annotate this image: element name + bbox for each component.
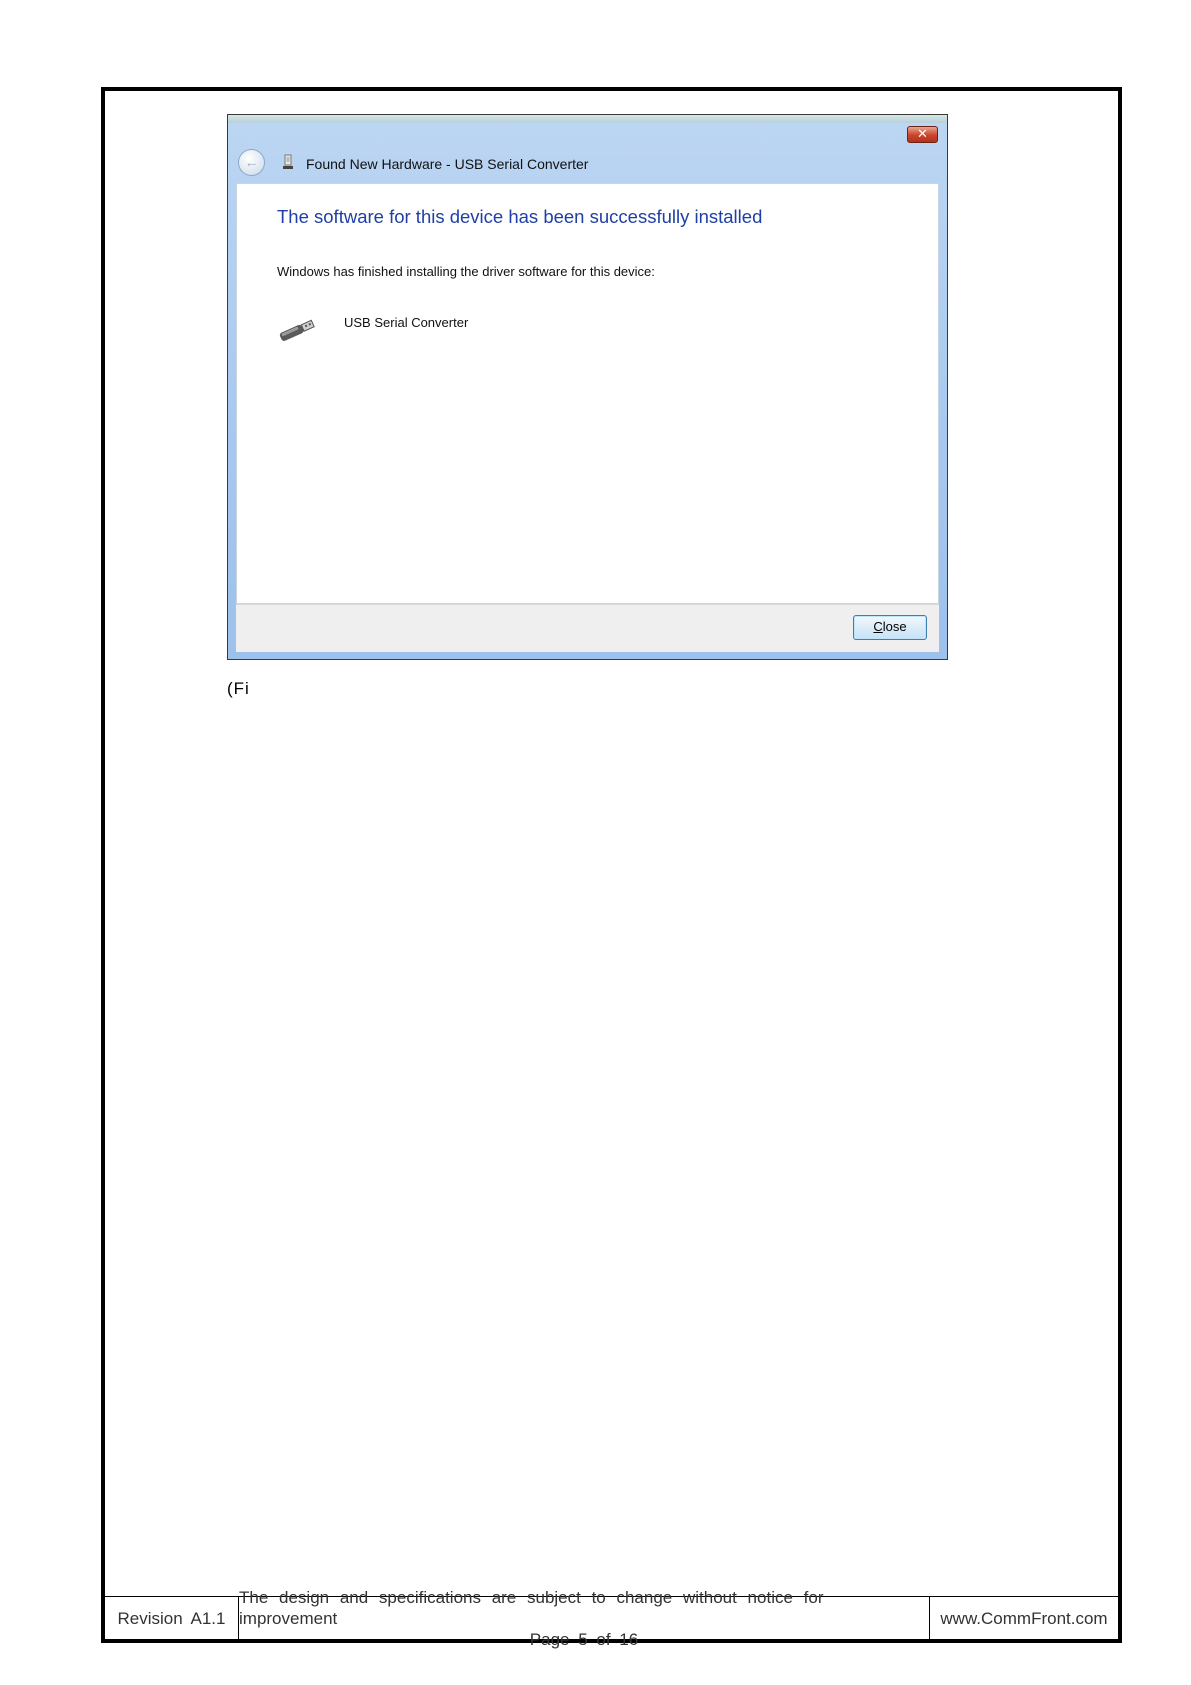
dialog-top-edge: [228, 115, 947, 123]
finished-message: Windows has finished installing the driver software for this device:: [277, 264, 655, 279]
hardware-icon: [283, 154, 293, 170]
footer-notice-cell: [239, 1588, 930, 1649]
footer-revision-cell: [105, 1597, 239, 1640]
page-footer: [105, 1588, 1118, 1649]
dialog-content: [236, 183, 939, 604]
close-button-label: lose: [882, 619, 907, 634]
footer-website-cell: [930, 1597, 1118, 1640]
usb-device-icon: [277, 316, 317, 344]
found-new-hardware-dialog: [227, 114, 948, 660]
footer-notice: The design and specifications are subject to change without notice for improvement: [239, 1588, 824, 1628]
device-name: USB Serial Converter: [344, 315, 469, 330]
close-icon[interactable]: ✕: [907, 126, 938, 143]
close-button[interactable]: [853, 615, 927, 640]
figure-caption-fragment: (Fi: [227, 679, 250, 698]
dialog-title: Found New Hardware - USB Serial Converter: [306, 156, 589, 172]
close-button-accelerator: C: [873, 619, 883, 634]
footer-revision: Revision A1.1: [117, 1608, 226, 1628]
success-heading: The software for this device has been successfully installed: [277, 206, 763, 227]
footer-website[interactable]: www.CommFront.com: [940, 1608, 1108, 1628]
back-arrow-icon[interactable]: ←: [238, 149, 265, 176]
button-bar: [236, 604, 939, 652]
footer-page-number: Page 5 of 16: [529, 1630, 639, 1649]
